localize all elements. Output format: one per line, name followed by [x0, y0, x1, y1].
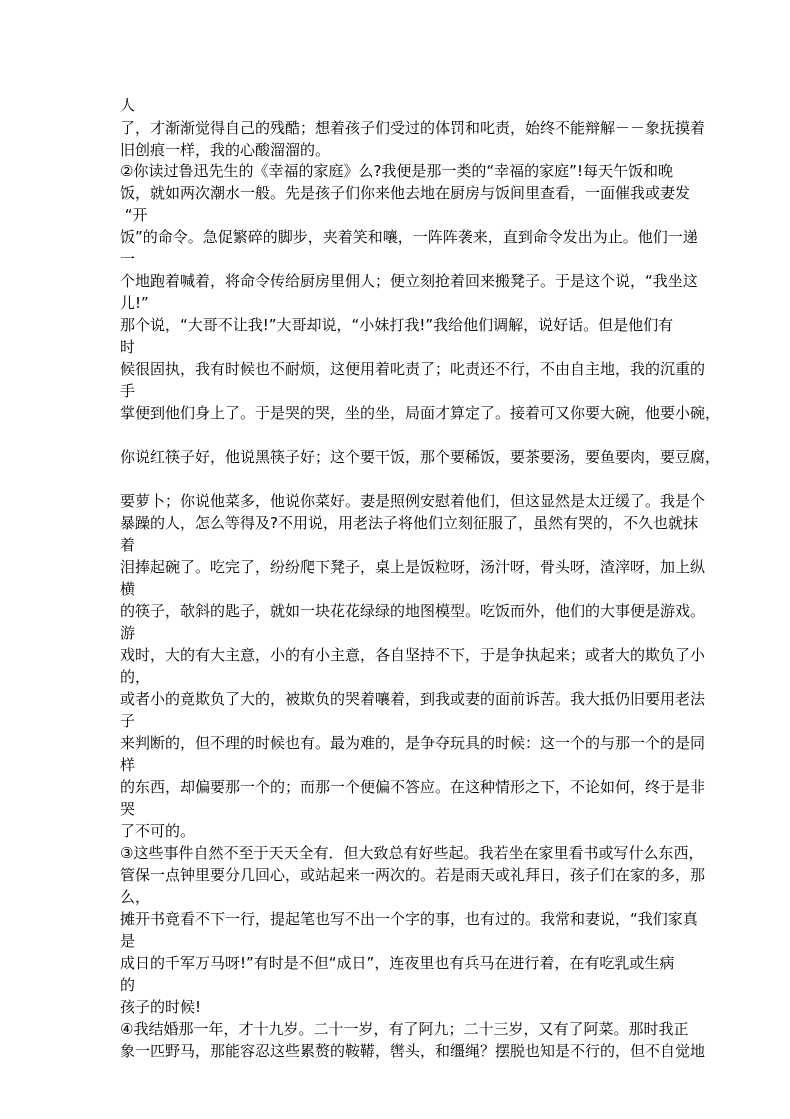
text-line: 的东西，却偏要那一个的；而那一个便偏不答应。在这种情形之下，不论如何，终于是非: [120, 778, 706, 796]
text-line: 是: [120, 932, 136, 950]
text-line: 的筷子，欹斜的匙子，就如一块花花绿绿的地图模型。吃饭而外，他们的大事便是游戏。: [120, 602, 706, 620]
text-line: 了不可的。: [120, 822, 196, 840]
text-line: 人: [120, 96, 136, 114]
text-line: 候很固执，我有时候也不耐烦，这便用着叱责了；叱责还不行，不由自主地，我的沉重的: [120, 360, 706, 378]
text-line: 了，才渐渐觉得自己的残酷；想着孩子们受过的体罚和叱责，始终不能辩解－－象抚摸着: [120, 119, 706, 137]
text-line: 么，: [120, 888, 151, 906]
text-line: 或者小的竟欺负了大的，被欺负的哭着嚷着，到我或妻的面前诉苦。我大抵仍旧要用老法: [120, 690, 706, 708]
text-line: 孩子的时候!: [120, 998, 202, 1016]
text-line: 时: [120, 338, 136, 356]
text-line: 子: [120, 712, 136, 730]
text-line: 手: [120, 382, 136, 400]
text-line: 横: [120, 580, 136, 598]
text-line: 饭”的命令。急促繁碎的脚步，夹着笑和嚷，一阵阵袭来，直到命令发出为止。他们一递: [120, 228, 698, 246]
text-line: 要萝卜；你说他菜多，他说你菜好。妻是照例安慰着他们，但这显然是太迂缓了。我是个: [120, 492, 706, 510]
text-line: ③这些事件自然不至于天天全有．但大致总有好些起。我若坐在家里看书或写什么东西，: [120, 844, 704, 862]
text-line: 游: [120, 624, 136, 642]
text-line: 管保一点钟里要分几回心，或站起来一两次的。若是雨天或礼拜日，孩子们在家的多，那: [120, 866, 706, 884]
text-line: ②你读过鲁迅先生的《幸福的家庭》么?我便是那一类的“幸福的家庭”!每天午饭和晚: [120, 162, 673, 180]
text-line: 样: [120, 756, 136, 774]
text-line: 泪捧起碗了。吃完了，纷纷爬下凳子，桌上是饭粒呀，汤汁呀，骨头呀，渣滓呀，加上纵: [120, 558, 706, 576]
text-line: 的: [120, 976, 136, 994]
text-line: 暴躁的人，怎么等得及?不用说，用老法子将他们立刻征服了，虽然有哭的，不久也就抹: [120, 514, 698, 532]
text-line: 掌便到他们身上了。于是哭的哭，坐的坐，局面才算定了。接着可又你要大碗，他要小碗，: [120, 404, 721, 422]
text-line: 摊开书竟看不下一行，提起笔也写不出一个字的事，也有过的。我常和妻说，“我们家真: [120, 910, 698, 928]
text-line: 饭，就如两次潮水一般。先是孩子们你来他去地在厨房与饭间里查看，一面催我或妻发: [120, 184, 691, 202]
text-line: 成日的千军万马呀!”有时是不但“成日”，连夜里也有兵马在进行着，在有吃乳或生病: [120, 954, 675, 972]
text-line: ④我结婚那一年，才十九岁。二十一岁，有了阿九；二十三岁，又有了阿菜。那时我正: [120, 1020, 689, 1038]
text-line: 旧创痕一样，我的心酸溜溜的。: [120, 141, 331, 159]
text-line: 一: [120, 250, 136, 268]
text-line: 那个说，“大哥不让我!”大哥却说，“小妹打我!”我给他们调解，说好话。但是他们有: [120, 316, 674, 334]
text-line: 来判断的，但不理的时候也有。最为难的，是争夺玩具的时候：这一个的与那一个的是同: [120, 734, 706, 752]
text-line: 的，: [120, 668, 151, 686]
text-line: 戏时，大的有大主意，小的有小主意，各自坚持不下，于是争执起来；或者大的欺负了小: [120, 646, 706, 664]
text-line: 你说红筷子好，他说黑筷子好；这个要干饭，那个要稀饭，要茶要汤，要鱼要肉，要豆腐，: [120, 448, 721, 466]
text-line: 儿!”: [120, 294, 149, 312]
text-line: 哭: [120, 800, 136, 818]
text-line: “开: [120, 206, 148, 224]
text-line: 象一匹野马，那能容忍这些累赘的鞍鞯，辔头，和缰绳？摆脱也知是不行的，但不自觉地: [120, 1042, 706, 1060]
text-line: 个地跑着喊着，将命令传给厨房里佣人；便立刻抢着回来搬凳子。于是这个说，“我坐这: [120, 272, 698, 290]
text-line: 着: [120, 536, 136, 554]
